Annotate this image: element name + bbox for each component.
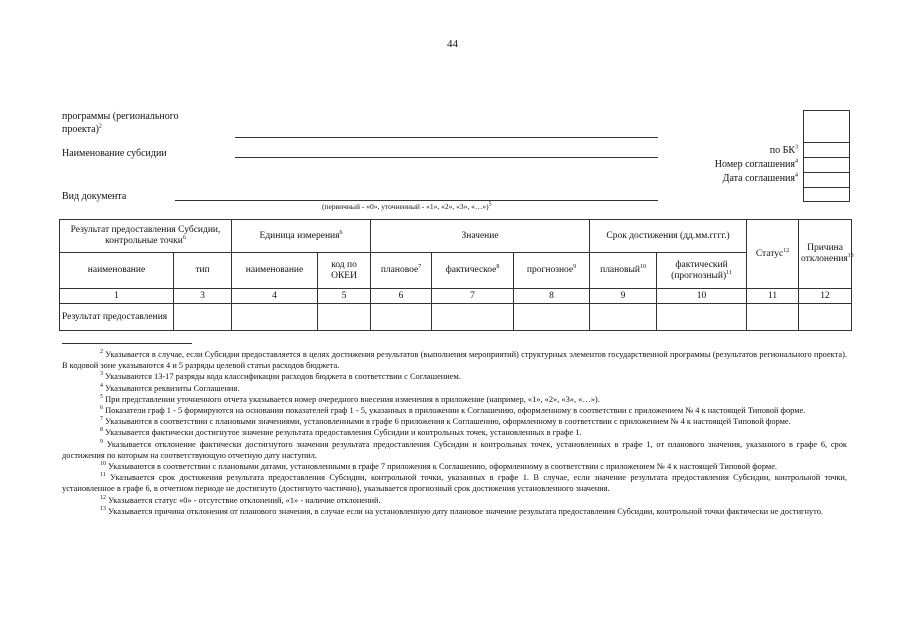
subsidy-field-line[interactable] bbox=[235, 157, 658, 158]
col-term-fact-text: фактический (прогнозный) bbox=[671, 259, 728, 281]
header-unit bbox=[232, 220, 371, 253]
header-reason-ref: 13 bbox=[847, 252, 854, 259]
agreement-date-ref: 4 bbox=[795, 172, 798, 179]
col-actual bbox=[432, 253, 514, 289]
agreement-date-box[interactable] bbox=[803, 172, 850, 188]
footnote-ref: 13 bbox=[100, 506, 106, 513]
table-cell[interactable] bbox=[318, 304, 371, 331]
footnote bbox=[62, 495, 847, 506]
bk-code-box[interactable] bbox=[803, 142, 850, 158]
table-row bbox=[60, 304, 852, 331]
col-number-6: 6 bbox=[371, 289, 432, 304]
header-unit-text: Единица измерения bbox=[259, 230, 340, 241]
footnote-ref: 7 bbox=[100, 416, 103, 423]
agreement-number-label bbox=[640, 159, 798, 170]
table-cell[interactable] bbox=[232, 304, 318, 331]
footnote bbox=[62, 383, 847, 394]
header-status bbox=[747, 220, 799, 289]
row-label: Результат предоставления bbox=[60, 304, 174, 331]
programs-label bbox=[62, 110, 179, 136]
footnote-ref: 2 bbox=[100, 349, 103, 356]
footnote-text: Показатели граф 1 - 5 формируются на основании показателей граф 1 - 5, указанных в приложении к Соглашению, оформленному в соответствии с приложением № 4 к настоящей Типовой форме. bbox=[105, 406, 806, 416]
footnote-text: Указывается статус «0» - отсутствие отклонений, «1» - наличие отклонений. bbox=[108, 495, 381, 505]
header-status-ref: 12 bbox=[783, 247, 790, 254]
footnote bbox=[62, 506, 847, 517]
bk-label-ref: 3 bbox=[795, 144, 798, 151]
header-value: Значение bbox=[371, 220, 590, 253]
program-code-box[interactable] bbox=[803, 110, 850, 143]
doc-type-note-ref: 5 bbox=[488, 201, 492, 208]
footnote-divider bbox=[62, 343, 192, 344]
page-number: 44 bbox=[447, 38, 458, 50]
doc-type-box[interactable] bbox=[803, 187, 850, 202]
footnote-ref: 8 bbox=[100, 427, 103, 434]
header-reason-text: Причина отклонения bbox=[801, 243, 848, 264]
table-cell[interactable] bbox=[590, 304, 657, 331]
col-number-11: 11 bbox=[747, 289, 799, 304]
footnote-text: Указываются в соответствии с плановыми значениями, установленными в графе 6 приложения к Соглашению, оформленному в соответствии с приложением № 4 к настоящей Типовой форме. bbox=[105, 417, 791, 427]
programs-footnote-ref: 2 bbox=[98, 123, 102, 130]
footnote-text: Указывается срок достижения результата предоставления Субсидии, контрольной точки, указанных в графе 1. В случае, если значение результата предоставления Субсидии, контрольной точки, установленное в графе 6, в отчетном периоде не достигнуто (достигнуто частично), указывается прогнозный срок достижения установленного значения. bbox=[62, 473, 848, 494]
bk-label-text: по БК bbox=[769, 145, 795, 156]
table-cell[interactable] bbox=[514, 304, 590, 331]
footnote-ref: 11 bbox=[100, 472, 106, 479]
footnote-ref: 9 bbox=[100, 438, 103, 445]
header-status-text: Статус bbox=[755, 248, 784, 259]
footnote bbox=[62, 416, 847, 427]
table-header-row-1 bbox=[60, 220, 852, 253]
col-number-12: 12 bbox=[799, 289, 852, 304]
col-term-fact bbox=[657, 253, 747, 289]
footnote-text: Указывается отклонение фактически достигнутого значения результата предоставления Субсидии и контрольных точек, установленных в графе 1, от планового значения, указанного в графе 6, срок достижения по которым на соответствующую отчетную дату наступил. bbox=[62, 439, 848, 460]
col-planned-text: плановое bbox=[380, 265, 419, 275]
agreement-number-text: Номер соглашения bbox=[714, 159, 795, 170]
col-forecast bbox=[514, 253, 590, 289]
col-forecast-ref: 9 bbox=[573, 263, 577, 270]
footnote bbox=[62, 439, 847, 461]
programs-label-line2: проекта) bbox=[62, 124, 99, 135]
col-planned-ref: 7 bbox=[418, 263, 422, 270]
footnote bbox=[62, 371, 847, 382]
footnote-text: Указываются реквизиты Соглашения. bbox=[105, 383, 240, 393]
col-number-7: 7 bbox=[432, 289, 514, 304]
doc-type-note bbox=[322, 202, 492, 211]
header-result-text: Результат предоставления Субсидии, контрольные точки bbox=[70, 225, 221, 246]
footnote bbox=[62, 461, 847, 472]
footnote bbox=[62, 349, 847, 371]
col-number-1: 1 bbox=[60, 289, 174, 304]
footnote-text: Указывается причина отклонения от планового значения, в случае если на установленную дату плановое значение результата предоставления Субсидии, контрольной точки фактически не достигнуто. bbox=[108, 506, 823, 516]
results-table bbox=[59, 219, 852, 331]
footnote-ref: 10 bbox=[100, 461, 106, 468]
table-cell[interactable] bbox=[432, 304, 514, 331]
col-number-9: 9 bbox=[590, 289, 657, 304]
header-result-ref: 6 bbox=[182, 234, 186, 241]
col-name: наименование bbox=[60, 253, 174, 289]
footnote bbox=[62, 472, 847, 494]
header-term: Срок достижения (дд.мм.гггг.) bbox=[590, 220, 747, 253]
footnotes bbox=[62, 349, 847, 517]
agreement-number-ref: 4 bbox=[795, 158, 798, 165]
col-number-3: 3 bbox=[174, 289, 232, 304]
col-term-plan-ref: 10 bbox=[639, 263, 646, 270]
table-cell[interactable] bbox=[799, 304, 852, 331]
table-number-row bbox=[60, 289, 852, 304]
doc-type-field-line[interactable] bbox=[175, 200, 658, 201]
header-reason bbox=[799, 220, 852, 289]
bk-label bbox=[640, 145, 798, 156]
col-okei: код по ОКЕИ bbox=[318, 253, 371, 289]
footnote bbox=[62, 405, 847, 416]
doc-type-label: Вид документа bbox=[62, 191, 127, 202]
footnote-ref: 5 bbox=[100, 394, 103, 401]
header-unit-ref: 6 bbox=[339, 229, 343, 236]
subsidy-label: Наименование субсидии bbox=[62, 148, 167, 159]
header-result bbox=[60, 220, 232, 253]
programs-field-line[interactable] bbox=[235, 137, 658, 138]
footnote-ref: 3 bbox=[100, 371, 103, 378]
doc-type-note-text: (первичный - «0», уточненный - «1», «2», «3», «…») bbox=[322, 202, 489, 211]
table-cell[interactable] bbox=[747, 304, 799, 331]
footnote-text: Указываются 13-17 разряды кода классификации расходов бюджета в соответствии с Соглашением. bbox=[105, 372, 461, 382]
col-term-fact-ref: 11 bbox=[726, 269, 732, 276]
footnote-text: Указывается в случае, если Субсидия предоставляется в целях достижения результатов (выполнения мероприятий) структурных элементов государственной программы (результатов регионального проекта). В кодовой зоне указываются 4 и 5 разряды целевой статьи расходов бюджета. bbox=[62, 350, 847, 371]
footnote bbox=[62, 394, 847, 405]
agreement-date-text: Дата соглашения bbox=[722, 173, 795, 184]
footnote-ref: 12 bbox=[100, 494, 106, 501]
col-number-5: 5 bbox=[318, 289, 371, 304]
agreement-number-box[interactable] bbox=[803, 157, 850, 173]
footnote-text: Указывается фактически достигнутое значение результата предоставления Субсидии и контрольных точек, установленных в графе 1. bbox=[105, 428, 582, 438]
agreement-date-label bbox=[640, 173, 798, 184]
col-unit-name: наименование bbox=[232, 253, 318, 289]
col-term-plan bbox=[590, 253, 657, 289]
footnote-text: При представлении уточненного отчета указывается номер очередного внесения изменения в приложение (например, «1», «2», «3», «…»). bbox=[105, 394, 600, 404]
col-actual-ref: 8 bbox=[496, 263, 500, 270]
table-cell[interactable] bbox=[657, 304, 747, 331]
footnote-ref: 4 bbox=[100, 382, 103, 389]
table-cell[interactable] bbox=[371, 304, 432, 331]
col-term-plan-text: плановый bbox=[600, 265, 640, 275]
table-cell[interactable] bbox=[174, 304, 232, 331]
col-forecast-text: прогнозное bbox=[526, 265, 574, 275]
footnote-text: Указываются в соответствии с плановыми датами, установленными в графе 7 приложения к Соглашению, оформленному в соответствии с приложением № 4 к настоящей Типовой форме. bbox=[108, 462, 778, 472]
col-type: тип bbox=[174, 253, 232, 289]
programs-label-line1: программы (регионального bbox=[62, 111, 179, 122]
table-header-row-2 bbox=[60, 253, 852, 289]
footnote bbox=[62, 427, 847, 438]
col-number-8: 8 bbox=[514, 289, 590, 304]
footnote-ref: 6 bbox=[100, 405, 103, 412]
col-number-4: 4 bbox=[232, 289, 318, 304]
col-number-10: 10 bbox=[657, 289, 747, 304]
col-actual-text: фактическое bbox=[445, 265, 497, 275]
col-planned bbox=[371, 253, 432, 289]
